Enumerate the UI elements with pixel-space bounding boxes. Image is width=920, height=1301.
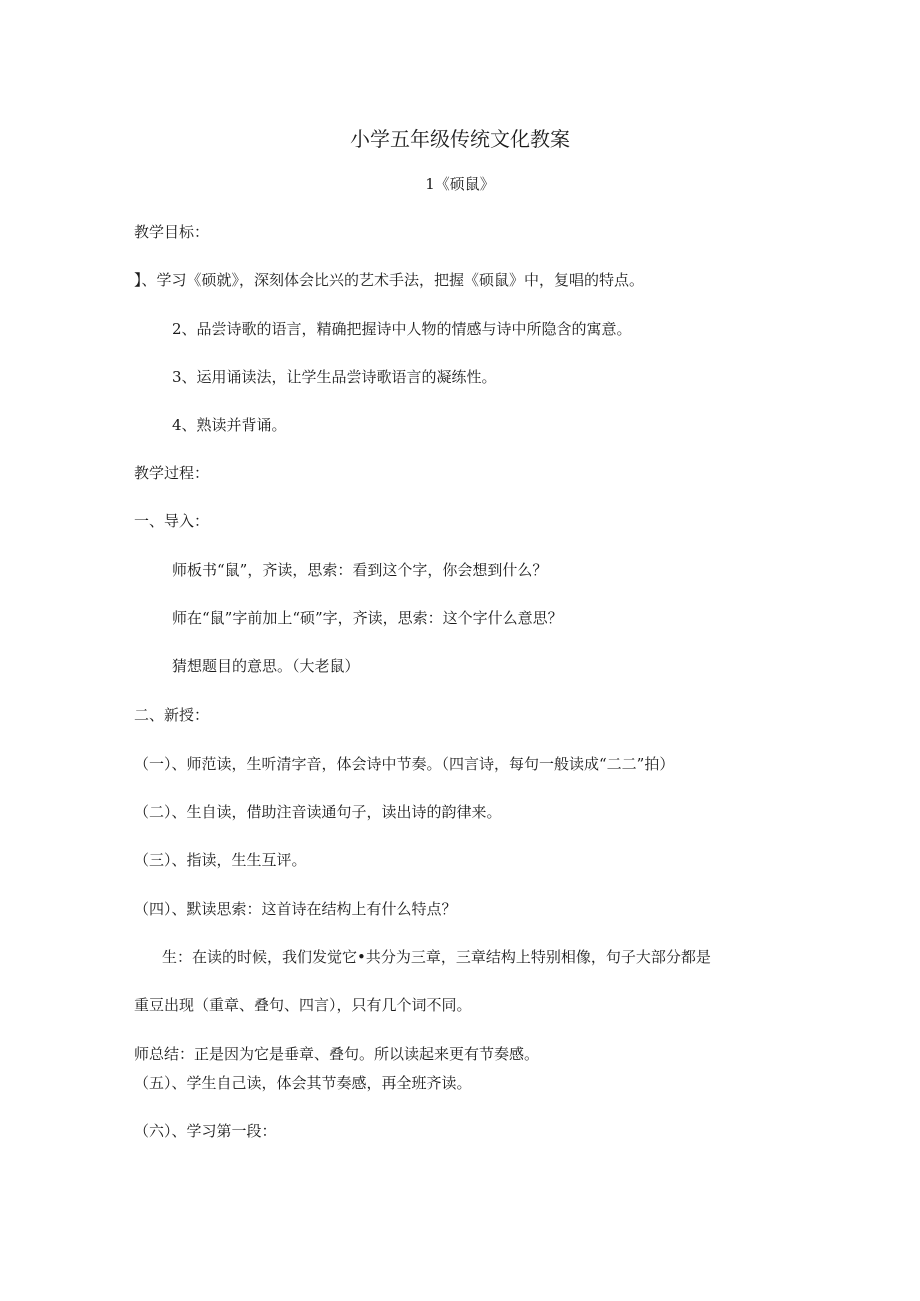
step-3: （三）、指读，生生互评。 (134, 851, 307, 869)
document-title: 小学五年级传统文化教案 (350, 127, 570, 151)
goal-item-1: 】、学习《硕就》，深刻体会比兴的艺术手法，把握《硕鼠》中，复唱的特点。 (134, 271, 645, 289)
heading-teaching-goals: 教学目标： (134, 223, 210, 241)
intro-line-3: 猜想题目的意思。（大老鼠） (172, 657, 360, 675)
step-5: （五）、学生自己读，体会其节奏感，再全班齐读。 (134, 1074, 472, 1092)
section-intro-heading: 一、导入： (134, 512, 210, 530)
step-2: （二）、生自读，借助注音读通句子，读出诗的韵律来。 (134, 803, 502, 821)
goal-item-2: 2、品尝诗歌的语言，精确把握诗中人物的情感与诗中所隐含的寓意。 (172, 320, 632, 338)
goal-item-3: 3、运用诵读法，让学生品尝诗歌语言的凝练性。 (172, 368, 497, 386)
step-4: （四）、默读思索：这首诗在结构上有什么特点？ (134, 900, 457, 918)
intro-line-1: 师板书“鼠”，齐读，思索：看到这个字，你会想到什么？ (172, 561, 548, 579)
intro-line-2: 师在“鼠”字前加上“硕”字，齐读，思索：这个字什么意思？ (172, 609, 563, 627)
section-new-lesson-heading: 二、新授： (134, 706, 210, 724)
student-answer-line-1: 生：在读的时候，我们发觉它•共分为三章，三章结构上特别相像，句子大部分都是 (162, 948, 711, 966)
step-6: （六）、学习第一段： (134, 1122, 277, 1140)
document-subtitle: 1《硕鼠》 (425, 175, 495, 193)
goal-item-4: 4、熟读并背诵。 (172, 416, 287, 434)
teacher-summary: 师总结：正是因为它是垂章、叠句。所以读起来更有节奏感。 (134, 1045, 540, 1063)
heading-teaching-process: 教学过程： (134, 464, 210, 482)
student-answer-line-2: 重豆出现（重章、叠句、四言），只有几个词不同。 (134, 996, 472, 1014)
step-1: （一）、师范读，生听清字音，体会诗中节奏。（四言诗，每句一般读成“二二”拍） (134, 755, 675, 773)
